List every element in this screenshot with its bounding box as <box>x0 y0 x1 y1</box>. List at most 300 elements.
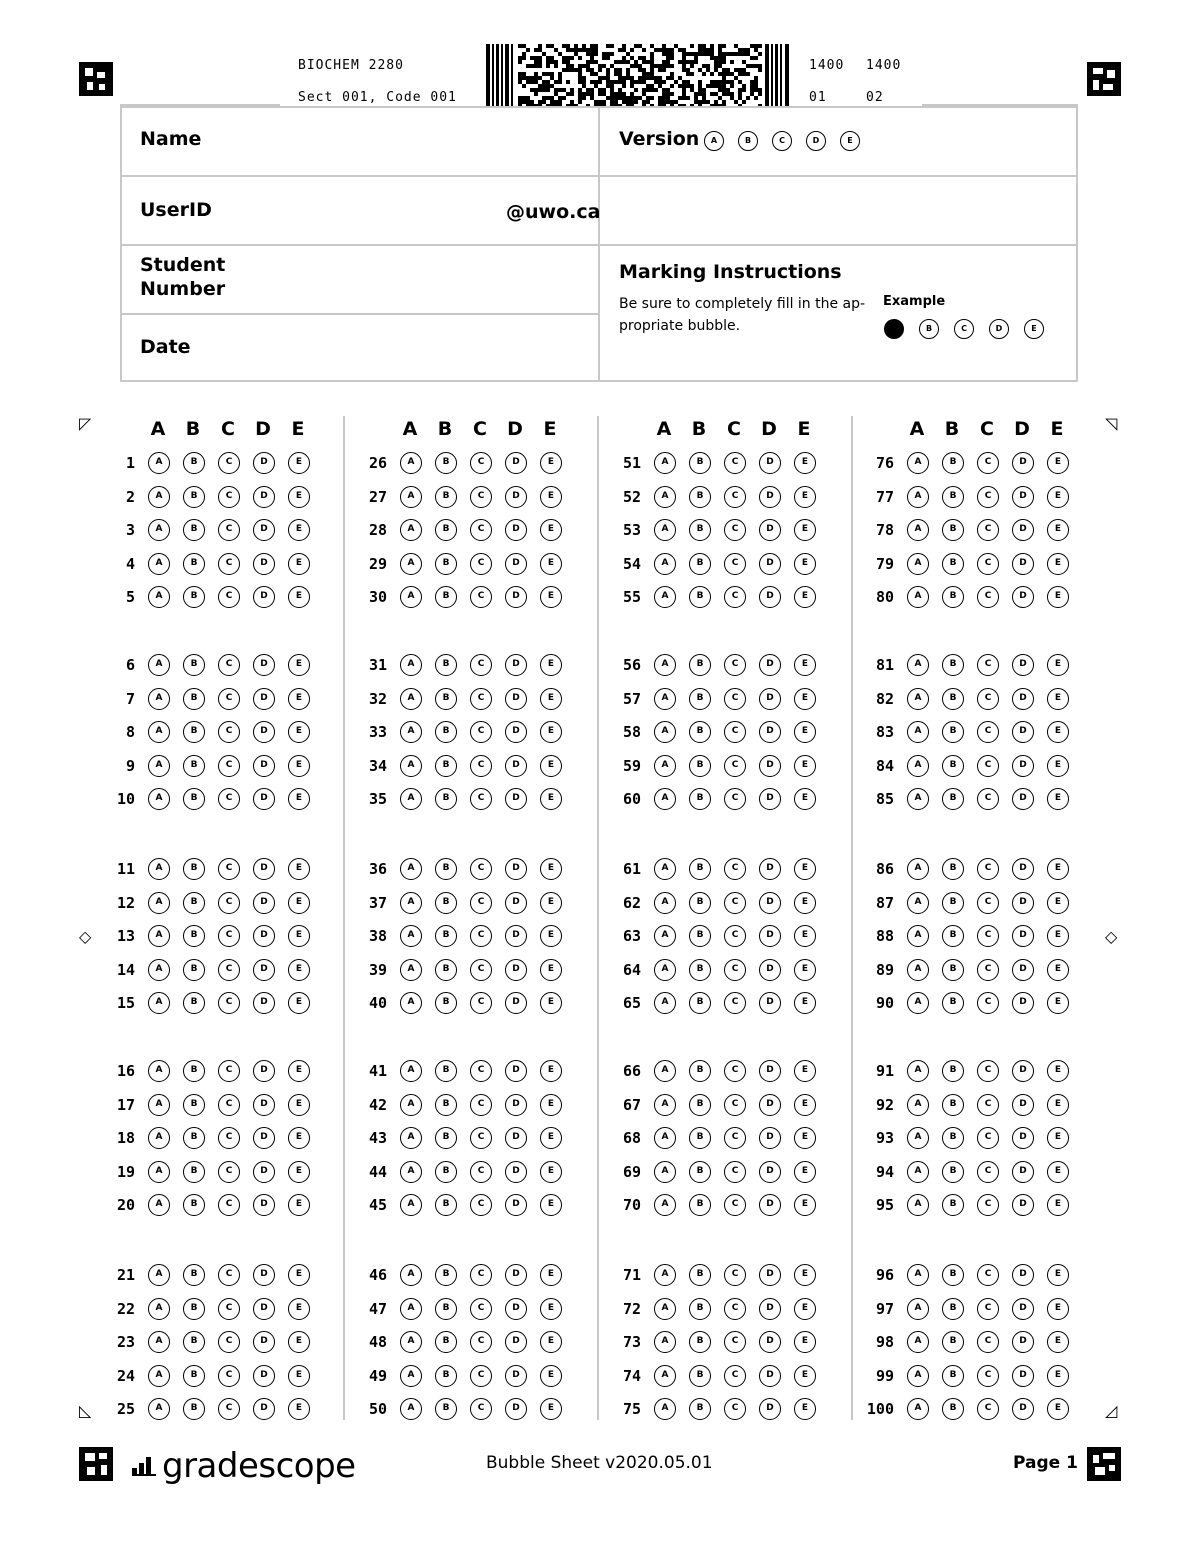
answer-bubble-33-e[interactable]: E <box>540 721 562 743</box>
answer-bubble-52-e[interactable]: E <box>794 486 816 508</box>
answer-bubble-77-a[interactable]: A <box>907 486 929 508</box>
answer-bubble-66-a[interactable]: A <box>654 1060 676 1082</box>
answer-bubble-70-d[interactable]: D <box>759 1194 781 1216</box>
answer-bubble-50-b[interactable]: B <box>435 1398 457 1420</box>
answer-bubble-90-c[interactable]: C <box>977 992 999 1014</box>
answer-bubble-76-b[interactable]: B <box>942 452 964 474</box>
answer-bubble-12-c[interactable]: C <box>218 892 240 914</box>
answer-bubble-77-b[interactable]: B <box>942 486 964 508</box>
answer-bubble-2-c[interactable]: C <box>218 486 240 508</box>
answer-bubble-57-e[interactable]: E <box>794 688 816 710</box>
answer-bubble-46-d[interactable]: D <box>505 1264 527 1286</box>
answer-bubble-45-a[interactable]: A <box>400 1194 422 1216</box>
answer-bubble-73-d[interactable]: D <box>759 1331 781 1353</box>
answer-bubble-34-e[interactable]: E <box>540 755 562 777</box>
answer-bubble-64-c[interactable]: C <box>724 959 746 981</box>
answer-bubble-2-b[interactable]: B <box>183 486 205 508</box>
answer-bubble-82-e[interactable]: E <box>1047 688 1069 710</box>
answer-bubble-6-d[interactable]: D <box>253 654 275 676</box>
answer-bubble-20-c[interactable]: C <box>218 1194 240 1216</box>
answer-bubble-3-d[interactable]: D <box>253 519 275 541</box>
answer-bubble-39-a[interactable]: A <box>400 959 422 981</box>
answer-bubble-39-b[interactable]: B <box>435 959 457 981</box>
answer-bubble-17-e[interactable]: E <box>288 1094 310 1116</box>
answer-bubble-55-d[interactable]: D <box>759 586 781 608</box>
answer-bubble-95-e[interactable]: E <box>1047 1194 1069 1216</box>
answer-bubble-86-e[interactable]: E <box>1047 858 1069 880</box>
answer-bubble-64-b[interactable]: B <box>689 959 711 981</box>
answer-bubble-6-a[interactable]: A <box>148 654 170 676</box>
answer-bubble-99-c[interactable]: C <box>977 1365 999 1387</box>
answer-bubble-57-a[interactable]: A <box>654 688 676 710</box>
answer-bubble-17-c[interactable]: C <box>218 1094 240 1116</box>
answer-bubble-43-a[interactable]: A <box>400 1127 422 1149</box>
answer-bubble-78-c[interactable]: C <box>977 519 999 541</box>
answer-bubble-72-b[interactable]: B <box>689 1298 711 1320</box>
answer-bubble-35-e[interactable]: E <box>540 788 562 810</box>
answer-bubble-5-c[interactable]: C <box>218 586 240 608</box>
answer-bubble-86-c[interactable]: C <box>977 858 999 880</box>
answer-bubble-27-c[interactable]: C <box>470 486 492 508</box>
answer-bubble-95-c[interactable]: C <box>977 1194 999 1216</box>
answer-bubble-87-a[interactable]: A <box>907 892 929 914</box>
answer-bubble-84-e[interactable]: E <box>1047 755 1069 777</box>
answer-bubble-1-d[interactable]: D <box>253 452 275 474</box>
answer-bubble-47-b[interactable]: B <box>435 1298 457 1320</box>
answer-bubble-5-e[interactable]: E <box>288 586 310 608</box>
answer-bubble-50-d[interactable]: D <box>505 1398 527 1420</box>
answer-bubble-36-c[interactable]: C <box>470 858 492 880</box>
answer-bubble-75-c[interactable]: C <box>724 1398 746 1420</box>
answer-bubble-69-e[interactable]: E <box>794 1161 816 1183</box>
answer-bubble-58-d[interactable]: D <box>759 721 781 743</box>
answer-bubble-8-e[interactable]: E <box>288 721 310 743</box>
answer-bubble-97-b[interactable]: B <box>942 1298 964 1320</box>
answer-bubble-40-a[interactable]: A <box>400 992 422 1014</box>
answer-bubble-62-e[interactable]: E <box>794 892 816 914</box>
answer-bubble-2-d[interactable]: D <box>253 486 275 508</box>
answer-bubble-70-b[interactable]: B <box>689 1194 711 1216</box>
answer-bubble-89-c[interactable]: C <box>977 959 999 981</box>
answer-bubble-46-c[interactable]: C <box>470 1264 492 1286</box>
answer-bubble-37-c[interactable]: C <box>470 892 492 914</box>
answer-bubble-80-d[interactable]: D <box>1012 586 1034 608</box>
answer-bubble-47-d[interactable]: D <box>505 1298 527 1320</box>
answer-bubble-83-b[interactable]: B <box>942 721 964 743</box>
answer-bubble-51-b[interactable]: B <box>689 452 711 474</box>
answer-bubble-82-b[interactable]: B <box>942 688 964 710</box>
answer-bubble-53-b[interactable]: B <box>689 519 711 541</box>
answer-bubble-84-c[interactable]: C <box>977 755 999 777</box>
answer-bubble-71-c[interactable]: C <box>724 1264 746 1286</box>
answer-bubble-63-e[interactable]: E <box>794 925 816 947</box>
answer-bubble-30-a[interactable]: A <box>400 586 422 608</box>
answer-bubble-27-d[interactable]: D <box>505 486 527 508</box>
answer-bubble-23-a[interactable]: A <box>148 1331 170 1353</box>
answer-bubble-74-c[interactable]: C <box>724 1365 746 1387</box>
answer-bubble-89-e[interactable]: E <box>1047 959 1069 981</box>
answer-bubble-36-e[interactable]: E <box>540 858 562 880</box>
answer-bubble-23-c[interactable]: C <box>218 1331 240 1353</box>
answer-bubble-96-a[interactable]: A <box>907 1264 929 1286</box>
answer-bubble-53-e[interactable]: E <box>794 519 816 541</box>
answer-bubble-28-d[interactable]: D <box>505 519 527 541</box>
answer-bubble-78-e[interactable]: E <box>1047 519 1069 541</box>
answer-bubble-10-d[interactable]: D <box>253 788 275 810</box>
answer-bubble-89-b[interactable]: B <box>942 959 964 981</box>
answer-bubble-29-a[interactable]: A <box>400 553 422 575</box>
answer-bubble-35-a[interactable]: A <box>400 788 422 810</box>
answer-bubble-38-a[interactable]: A <box>400 925 422 947</box>
answer-bubble-86-a[interactable]: A <box>907 858 929 880</box>
answer-bubble-78-d[interactable]: D <box>1012 519 1034 541</box>
answer-bubble-94-b[interactable]: B <box>942 1161 964 1183</box>
answer-bubble-80-e[interactable]: E <box>1047 586 1069 608</box>
answer-bubble-19-b[interactable]: B <box>183 1161 205 1183</box>
answer-bubble-71-e[interactable]: E <box>794 1264 816 1286</box>
answer-bubble-81-d[interactable]: D <box>1012 654 1034 676</box>
answer-bubble-46-e[interactable]: E <box>540 1264 562 1286</box>
answer-bubble-41-e[interactable]: E <box>540 1060 562 1082</box>
answer-bubble-82-a[interactable]: A <box>907 688 929 710</box>
answer-bubble-32-b[interactable]: B <box>435 688 457 710</box>
answer-bubble-55-e[interactable]: E <box>794 586 816 608</box>
answer-bubble-79-a[interactable]: A <box>907 553 929 575</box>
answer-bubble-63-d[interactable]: D <box>759 925 781 947</box>
answer-bubble-2-e[interactable]: E <box>288 486 310 508</box>
answer-bubble-85-b[interactable]: B <box>942 788 964 810</box>
answer-bubble-80-c[interactable]: C <box>977 586 999 608</box>
answer-bubble-13-d[interactable]: D <box>253 925 275 947</box>
answer-bubble-56-a[interactable]: A <box>654 654 676 676</box>
answer-bubble-96-d[interactable]: D <box>1012 1264 1034 1286</box>
answer-bubble-16-b[interactable]: B <box>183 1060 205 1082</box>
answer-bubble-58-c[interactable]: C <box>724 721 746 743</box>
answer-bubble-17-d[interactable]: D <box>253 1094 275 1116</box>
answer-bubble-73-e[interactable]: E <box>794 1331 816 1353</box>
answer-bubble-31-b[interactable]: B <box>435 654 457 676</box>
answer-bubble-4-e[interactable]: E <box>288 553 310 575</box>
answer-bubble-60-c[interactable]: C <box>724 788 746 810</box>
answer-bubble-15-d[interactable]: D <box>253 992 275 1014</box>
answer-bubble-85-c[interactable]: C <box>977 788 999 810</box>
answer-bubble-44-e[interactable]: E <box>540 1161 562 1183</box>
answer-bubble-92-b[interactable]: B <box>942 1094 964 1116</box>
answer-bubble-45-c[interactable]: C <box>470 1194 492 1216</box>
answer-bubble-95-a[interactable]: A <box>907 1194 929 1216</box>
answer-bubble-4-b[interactable]: B <box>183 553 205 575</box>
answer-bubble-68-a[interactable]: A <box>654 1127 676 1149</box>
answer-bubble-47-c[interactable]: C <box>470 1298 492 1320</box>
answer-bubble-49-c[interactable]: C <box>470 1365 492 1387</box>
answer-bubble-17-a[interactable]: A <box>148 1094 170 1116</box>
answer-bubble-69-d[interactable]: D <box>759 1161 781 1183</box>
answer-bubble-90-e[interactable]: E <box>1047 992 1069 1014</box>
answer-bubble-80-a[interactable]: A <box>907 586 929 608</box>
answer-bubble-98-e[interactable]: E <box>1047 1331 1069 1353</box>
answer-bubble-15-a[interactable]: A <box>148 992 170 1014</box>
answer-bubble-55-a[interactable]: A <box>654 586 676 608</box>
answer-bubble-19-c[interactable]: C <box>218 1161 240 1183</box>
answer-bubble-5-a[interactable]: A <box>148 586 170 608</box>
answer-bubble-61-a[interactable]: A <box>654 858 676 880</box>
answer-bubble-42-d[interactable]: D <box>505 1094 527 1116</box>
answer-bubble-20-b[interactable]: B <box>183 1194 205 1216</box>
answer-bubble-35-d[interactable]: D <box>505 788 527 810</box>
answer-bubble-74-b[interactable]: B <box>689 1365 711 1387</box>
version-bubble-a[interactable]: A <box>704 131 724 151</box>
answer-bubble-29-b[interactable]: B <box>435 553 457 575</box>
answer-bubble-61-d[interactable]: D <box>759 858 781 880</box>
answer-bubble-69-a[interactable]: A <box>654 1161 676 1183</box>
answer-bubble-7-e[interactable]: E <box>288 688 310 710</box>
answer-bubble-50-e[interactable]: E <box>540 1398 562 1420</box>
answer-bubble-52-a[interactable]: A <box>654 486 676 508</box>
answer-bubble-65-c[interactable]: C <box>724 992 746 1014</box>
answer-bubble-28-a[interactable]: A <box>400 519 422 541</box>
answer-bubble-57-c[interactable]: C <box>724 688 746 710</box>
answer-bubble-60-a[interactable]: A <box>654 788 676 810</box>
answer-bubble-83-a[interactable]: A <box>907 721 929 743</box>
answer-bubble-6-c[interactable]: C <box>218 654 240 676</box>
answer-bubble-66-c[interactable]: C <box>724 1060 746 1082</box>
answer-bubble-16-a[interactable]: A <box>148 1060 170 1082</box>
answer-bubble-75-b[interactable]: B <box>689 1398 711 1420</box>
answer-bubble-91-c[interactable]: C <box>977 1060 999 1082</box>
answer-bubble-92-a[interactable]: A <box>907 1094 929 1116</box>
answer-bubble-22-e[interactable]: E <box>288 1298 310 1320</box>
answer-bubble-3-b[interactable]: B <box>183 519 205 541</box>
version-bubble-c[interactable]: C <box>772 131 792 151</box>
answer-bubble-62-d[interactable]: D <box>759 892 781 914</box>
answer-bubble-68-e[interactable]: E <box>794 1127 816 1149</box>
answer-bubble-79-b[interactable]: B <box>942 553 964 575</box>
answer-bubble-26-a[interactable]: A <box>400 452 422 474</box>
answer-bubble-74-e[interactable]: E <box>794 1365 816 1387</box>
answer-bubble-88-c[interactable]: C <box>977 925 999 947</box>
answer-bubble-94-e[interactable]: E <box>1047 1161 1069 1183</box>
answer-bubble-70-e[interactable]: E <box>794 1194 816 1216</box>
answer-bubble-93-d[interactable]: D <box>1012 1127 1034 1149</box>
answer-bubble-61-c[interactable]: C <box>724 858 746 880</box>
answer-bubble-11-c[interactable]: C <box>218 858 240 880</box>
answer-bubble-67-d[interactable]: D <box>759 1094 781 1116</box>
answer-bubble-10-c[interactable]: C <box>218 788 240 810</box>
answer-bubble-24-c[interactable]: C <box>218 1365 240 1387</box>
answer-bubble-96-c[interactable]: C <box>977 1264 999 1286</box>
answer-bubble-56-d[interactable]: D <box>759 654 781 676</box>
answer-bubble-53-a[interactable]: A <box>654 519 676 541</box>
answer-bubble-95-d[interactable]: D <box>1012 1194 1034 1216</box>
answer-bubble-56-b[interactable]: B <box>689 654 711 676</box>
answer-bubble-34-d[interactable]: D <box>505 755 527 777</box>
answer-bubble-9-c[interactable]: C <box>218 755 240 777</box>
answer-bubble-40-b[interactable]: B <box>435 992 457 1014</box>
answer-bubble-29-c[interactable]: C <box>470 553 492 575</box>
answer-bubble-6-b[interactable]: B <box>183 654 205 676</box>
answer-bubble-11-b[interactable]: B <box>183 858 205 880</box>
answer-bubble-90-a[interactable]: A <box>907 992 929 1014</box>
answer-bubble-17-b[interactable]: B <box>183 1094 205 1116</box>
answer-bubble-79-d[interactable]: D <box>1012 553 1034 575</box>
answer-bubble-16-e[interactable]: E <box>288 1060 310 1082</box>
answer-bubble-19-a[interactable]: A <box>148 1161 170 1183</box>
answer-bubble-31-d[interactable]: D <box>505 654 527 676</box>
answer-bubble-76-d[interactable]: D <box>1012 452 1034 474</box>
answer-bubble-69-c[interactable]: C <box>724 1161 746 1183</box>
answer-bubble-20-e[interactable]: E <box>288 1194 310 1216</box>
answer-bubble-29-e[interactable]: E <box>540 553 562 575</box>
answer-bubble-100-e[interactable]: E <box>1047 1398 1069 1420</box>
answer-bubble-64-d[interactable]: D <box>759 959 781 981</box>
answer-bubble-21-e[interactable]: E <box>288 1264 310 1286</box>
answer-bubble-14-b[interactable]: B <box>183 959 205 981</box>
answer-bubble-99-e[interactable]: E <box>1047 1365 1069 1387</box>
answer-bubble-37-a[interactable]: A <box>400 892 422 914</box>
answer-bubble-92-e[interactable]: E <box>1047 1094 1069 1116</box>
answer-bubble-66-b[interactable]: B <box>689 1060 711 1082</box>
answer-bubble-26-c[interactable]: C <box>470 452 492 474</box>
answer-bubble-7-c[interactable]: C <box>218 688 240 710</box>
answer-bubble-95-b[interactable]: B <box>942 1194 964 1216</box>
answer-bubble-14-d[interactable]: D <box>253 959 275 981</box>
answer-bubble-10-a[interactable]: A <box>148 788 170 810</box>
answer-bubble-13-e[interactable]: E <box>288 925 310 947</box>
answer-bubble-58-e[interactable]: E <box>794 721 816 743</box>
answer-bubble-83-c[interactable]: C <box>977 721 999 743</box>
answer-bubble-98-b[interactable]: B <box>942 1331 964 1353</box>
answer-bubble-73-c[interactable]: C <box>724 1331 746 1353</box>
answer-bubble-28-e[interactable]: E <box>540 519 562 541</box>
answer-bubble-26-d[interactable]: D <box>505 452 527 474</box>
answer-bubble-14-e[interactable]: E <box>288 959 310 981</box>
answer-bubble-77-e[interactable]: E <box>1047 486 1069 508</box>
answer-bubble-34-a[interactable]: A <box>400 755 422 777</box>
answer-bubble-15-e[interactable]: E <box>288 992 310 1014</box>
answer-bubble-23-d[interactable]: D <box>253 1331 275 1353</box>
answer-bubble-21-c[interactable]: C <box>218 1264 240 1286</box>
answer-bubble-27-a[interactable]: A <box>400 486 422 508</box>
answer-bubble-34-b[interactable]: B <box>435 755 457 777</box>
answer-bubble-11-a[interactable]: A <box>148 858 170 880</box>
answer-bubble-50-c[interactable]: C <box>470 1398 492 1420</box>
answer-bubble-41-a[interactable]: A <box>400 1060 422 1082</box>
answer-bubble-40-c[interactable]: C <box>470 992 492 1014</box>
answer-bubble-18-d[interactable]: D <box>253 1127 275 1149</box>
answer-bubble-16-d[interactable]: D <box>253 1060 275 1082</box>
answer-bubble-54-a[interactable]: A <box>654 553 676 575</box>
answer-bubble-32-c[interactable]: C <box>470 688 492 710</box>
answer-bubble-30-c[interactable]: C <box>470 586 492 608</box>
answer-bubble-59-c[interactable]: C <box>724 755 746 777</box>
answer-bubble-91-a[interactable]: A <box>907 1060 929 1082</box>
answer-bubble-48-e[interactable]: E <box>540 1331 562 1353</box>
answer-bubble-65-a[interactable]: A <box>654 992 676 1014</box>
answer-bubble-33-c[interactable]: C <box>470 721 492 743</box>
date-field[interactable] <box>122 315 598 382</box>
answer-bubble-88-d[interactable]: D <box>1012 925 1034 947</box>
answer-bubble-31-a[interactable]: A <box>400 654 422 676</box>
answer-bubble-64-a[interactable]: A <box>654 959 676 981</box>
answer-bubble-72-c[interactable]: C <box>724 1298 746 1320</box>
answer-bubble-97-c[interactable]: C <box>977 1298 999 1320</box>
answer-bubble-59-a[interactable]: A <box>654 755 676 777</box>
answer-bubble-70-a[interactable]: A <box>654 1194 676 1216</box>
answer-bubble-24-a[interactable]: A <box>148 1365 170 1387</box>
answer-bubble-36-a[interactable]: A <box>400 858 422 880</box>
answer-bubble-52-d[interactable]: D <box>759 486 781 508</box>
answer-bubble-21-a[interactable]: A <box>148 1264 170 1286</box>
answer-bubble-60-d[interactable]: D <box>759 788 781 810</box>
answer-bubble-74-a[interactable]: A <box>654 1365 676 1387</box>
answer-bubble-63-a[interactable]: A <box>654 925 676 947</box>
answer-bubble-93-b[interactable]: B <box>942 1127 964 1149</box>
answer-bubble-50-a[interactable]: A <box>400 1398 422 1420</box>
answer-bubble-41-c[interactable]: C <box>470 1060 492 1082</box>
answer-bubble-44-b[interactable]: B <box>435 1161 457 1183</box>
answer-bubble-99-d[interactable]: D <box>1012 1365 1034 1387</box>
answer-bubble-47-a[interactable]: A <box>400 1298 422 1320</box>
answer-bubble-43-c[interactable]: C <box>470 1127 492 1149</box>
answer-bubble-59-b[interactable]: B <box>689 755 711 777</box>
answer-bubble-34-c[interactable]: C <box>470 755 492 777</box>
answer-bubble-72-d[interactable]: D <box>759 1298 781 1320</box>
answer-bubble-19-e[interactable]: E <box>288 1161 310 1183</box>
answer-bubble-82-c[interactable]: C <box>977 688 999 710</box>
answer-bubble-73-a[interactable]: A <box>654 1331 676 1353</box>
answer-bubble-98-a[interactable]: A <box>907 1331 929 1353</box>
answer-bubble-72-e[interactable]: E <box>794 1298 816 1320</box>
answer-bubble-79-c[interactable]: C <box>977 553 999 575</box>
answer-bubble-80-b[interactable]: B <box>942 586 964 608</box>
answer-bubble-65-d[interactable]: D <box>759 992 781 1014</box>
answer-bubble-7-b[interactable]: B <box>183 688 205 710</box>
answer-bubble-99-b[interactable]: B <box>942 1365 964 1387</box>
student-number-field[interactable] <box>122 244 598 313</box>
answer-bubble-10-e[interactable]: E <box>288 788 310 810</box>
answer-bubble-46-a[interactable]: A <box>400 1264 422 1286</box>
answer-bubble-86-b[interactable]: B <box>942 858 964 880</box>
answer-bubble-44-a[interactable]: A <box>400 1161 422 1183</box>
answer-bubble-18-c[interactable]: C <box>218 1127 240 1149</box>
answer-bubble-18-a[interactable]: A <box>148 1127 170 1149</box>
answer-bubble-22-c[interactable]: C <box>218 1298 240 1320</box>
answer-bubble-62-a[interactable]: A <box>654 892 676 914</box>
answer-bubble-20-d[interactable]: D <box>253 1194 275 1216</box>
answer-bubble-14-c[interactable]: C <box>218 959 240 981</box>
answer-bubble-48-b[interactable]: B <box>435 1331 457 1353</box>
answer-bubble-4-a[interactable]: A <box>148 553 170 575</box>
answer-bubble-78-b[interactable]: B <box>942 519 964 541</box>
answer-bubble-54-d[interactable]: D <box>759 553 781 575</box>
answer-bubble-93-e[interactable]: E <box>1047 1127 1069 1149</box>
answer-bubble-62-b[interactable]: B <box>689 892 711 914</box>
answer-bubble-71-d[interactable]: D <box>759 1264 781 1286</box>
answer-bubble-58-a[interactable]: A <box>654 721 676 743</box>
answer-bubble-97-a[interactable]: A <box>907 1298 929 1320</box>
answer-bubble-68-d[interactable]: D <box>759 1127 781 1149</box>
answer-bubble-7-d[interactable]: D <box>253 688 275 710</box>
answer-bubble-27-b[interactable]: B <box>435 486 457 508</box>
answer-bubble-8-a[interactable]: A <box>148 721 170 743</box>
answer-bubble-28-c[interactable]: C <box>470 519 492 541</box>
answer-bubble-31-e[interactable]: E <box>540 654 562 676</box>
answer-bubble-87-d[interactable]: D <box>1012 892 1034 914</box>
answer-bubble-38-c[interactable]: C <box>470 925 492 947</box>
answer-bubble-27-e[interactable]: E <box>540 486 562 508</box>
answer-bubble-54-b[interactable]: B <box>689 553 711 575</box>
answer-bubble-78-a[interactable]: A <box>907 519 929 541</box>
